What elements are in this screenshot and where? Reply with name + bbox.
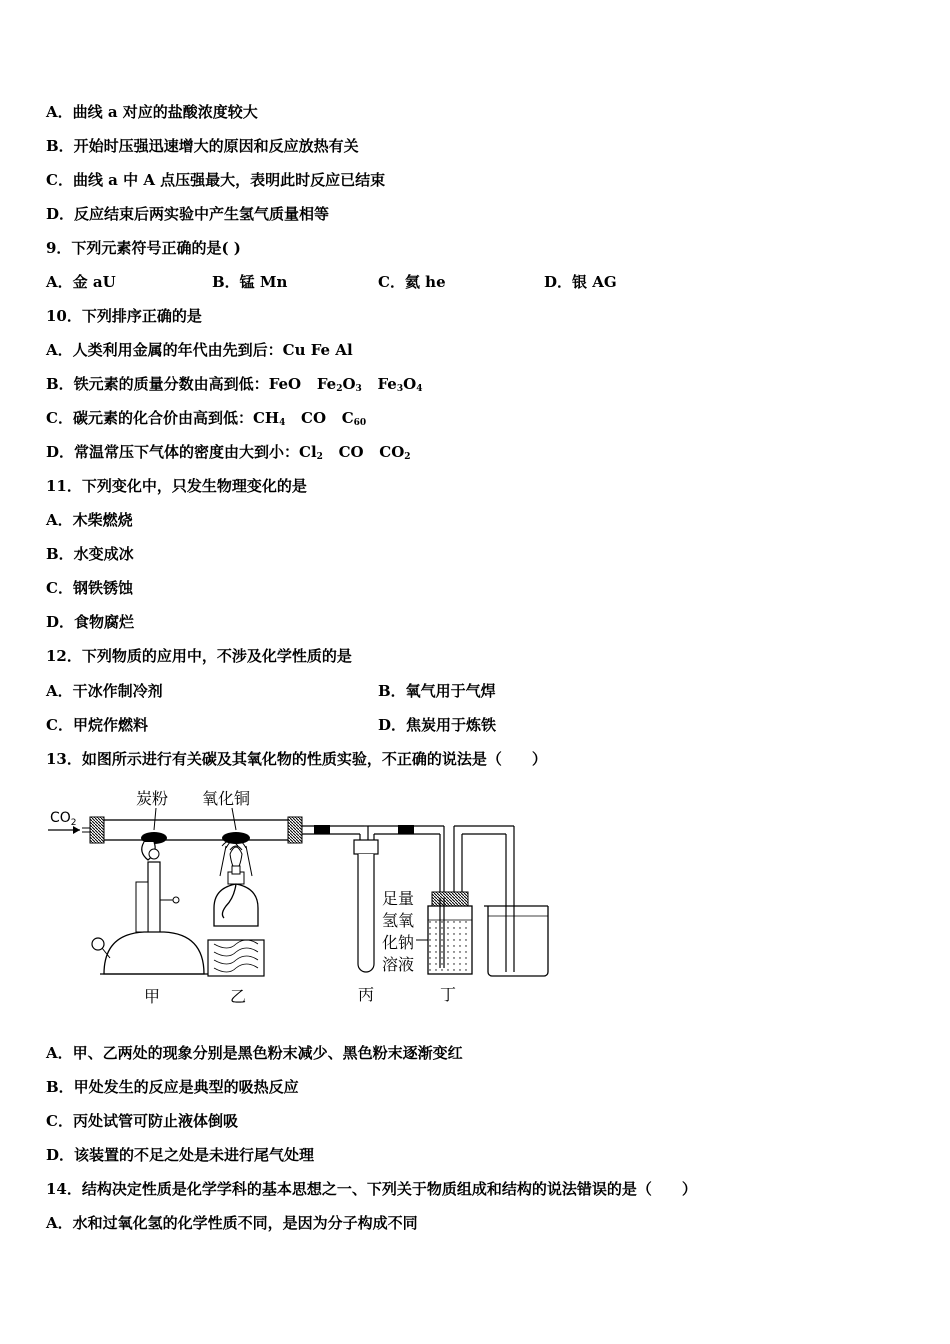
formula-feo: FeO bbox=[268, 375, 302, 393]
q13-option-c: C．丙处试管可防止液体倒吸 bbox=[46, 1112, 238, 1130]
combustion-tube bbox=[82, 817, 302, 843]
q8-option-d: D．反应结束后两实验中产生氢气质量相等 bbox=[46, 205, 330, 223]
q8-option-c: C．曲线 a 中 A 点压强最大，表明此时反应已结束 bbox=[46, 171, 386, 189]
q11-option-c: C．钢铁锈蚀 bbox=[46, 579, 133, 597]
q9-stem: 9．下列元素符号正确的是( ) bbox=[46, 239, 241, 257]
label-tanfen: 炭粉 bbox=[136, 789, 169, 808]
q10-option-d bbox=[46, 442, 411, 462]
q14-stem: 14．结构决定性质是化学学科的基本思想之一、下列关于物质组成和结构的说法错误的是（ ） bbox=[46, 1180, 697, 1198]
label-naoh-solution: 足量 氢氧 化钠 溶液 bbox=[382, 889, 415, 974]
label-yi: 乙 bbox=[230, 987, 247, 1006]
q11-option-b: B．水变成冰 bbox=[46, 545, 134, 563]
q12-option-c: C．甲烷作燃料 bbox=[46, 716, 148, 734]
q12-option-d: D．焦炭用于炼铁 bbox=[378, 716, 497, 734]
q10-option-b-text: B．铁元素的质量分数由高到低： bbox=[46, 375, 269, 393]
formula-ch4: $CH_4$ bbox=[252, 409, 286, 428]
q11-option-d: D．食物腐烂 bbox=[46, 613, 135, 631]
label-ding: 丁 bbox=[440, 985, 457, 1004]
experiment-apparatus-figure bbox=[44, 782, 564, 1012]
label-co2-text: CO bbox=[50, 810, 71, 826]
q13-option-a: A．甲、乙两处的现象分别是黑色粉末减少、黑色粉末逐渐变红 bbox=[46, 1044, 463, 1062]
formula-cl2: $Cl_2$ bbox=[299, 443, 323, 462]
q10-option-c bbox=[46, 408, 366, 428]
q13-option-d: D．该装置的不足之处是未进行尾气处理 bbox=[46, 1146, 315, 1164]
test-tube-bing bbox=[354, 840, 378, 972]
formula-fe2o3: $Fe_2O_3$ bbox=[316, 375, 362, 394]
formula-fe3o4: $Fe_3O_4$ bbox=[377, 375, 423, 394]
subscript: 2 bbox=[70, 818, 77, 828]
q9-option-d: D．银 AG bbox=[544, 273, 617, 291]
q12-option-a: A．干冰作制冷剂 bbox=[46, 682, 163, 700]
q9-option-b: B．锰 Mn bbox=[212, 273, 288, 291]
q10-option-a: A．人类利用金属的年代由先到后：Cu Fe Al bbox=[46, 341, 353, 359]
q9-option-c: C．氦 he bbox=[378, 273, 446, 291]
q11-option-a: A．木柴燃烧 bbox=[46, 511, 133, 529]
q9-option-a: A．金 aU bbox=[46, 273, 116, 291]
q12-option-b: B．氧气用于气焊 bbox=[378, 682, 496, 700]
label-yanghuatong: 氧化铜 bbox=[202, 789, 251, 808]
formula-co-2: CO bbox=[338, 443, 364, 461]
formula-co: CO bbox=[301, 409, 327, 427]
formula-co2: $CO_2$ bbox=[379, 443, 411, 462]
label-jia: 甲 bbox=[144, 987, 161, 1006]
q10-option-c-text: C．碳元素的化合价由高到低： bbox=[46, 409, 253, 427]
alcohol-lamp-yi bbox=[208, 839, 264, 976]
q13-option-b: B．甲处发生的反应是典型的吸热反应 bbox=[46, 1078, 299, 1096]
q10-stem: 10．下列排序正确的是 bbox=[46, 307, 202, 325]
q10-option-d-text: D．常温常压下气体的密度由大到小： bbox=[46, 443, 300, 461]
beaker bbox=[484, 906, 548, 976]
q11-stem: 11．下列变化中，只发生物理变化的是 bbox=[46, 477, 307, 495]
wash-bottle-ding bbox=[428, 892, 472, 974]
label-co2 bbox=[50, 810, 77, 828]
q12-stem: 12．下列物质的应用中，不涉及化学性质的是 bbox=[46, 647, 352, 665]
q10-option-b bbox=[46, 374, 422, 394]
label-bing: 丙 bbox=[358, 985, 375, 1004]
q13-stem: 13．如图所示进行有关碳及其氧化物的性质实验，不正确的说法是（ ） bbox=[46, 750, 547, 768]
formula-c60: $C_{60}$ bbox=[341, 409, 367, 428]
q8-option-a: A．曲线 a 对应的盐酸浓度较大 bbox=[46, 103, 258, 121]
blast-lamp-jia bbox=[92, 842, 208, 974]
q14-option-a: A．水和过氧化氢的化学性质不同，是因为分子构成不同 bbox=[46, 1214, 418, 1232]
q8-option-b: B．开始时压强迅速增大的原因和反应放热有关 bbox=[46, 137, 359, 155]
